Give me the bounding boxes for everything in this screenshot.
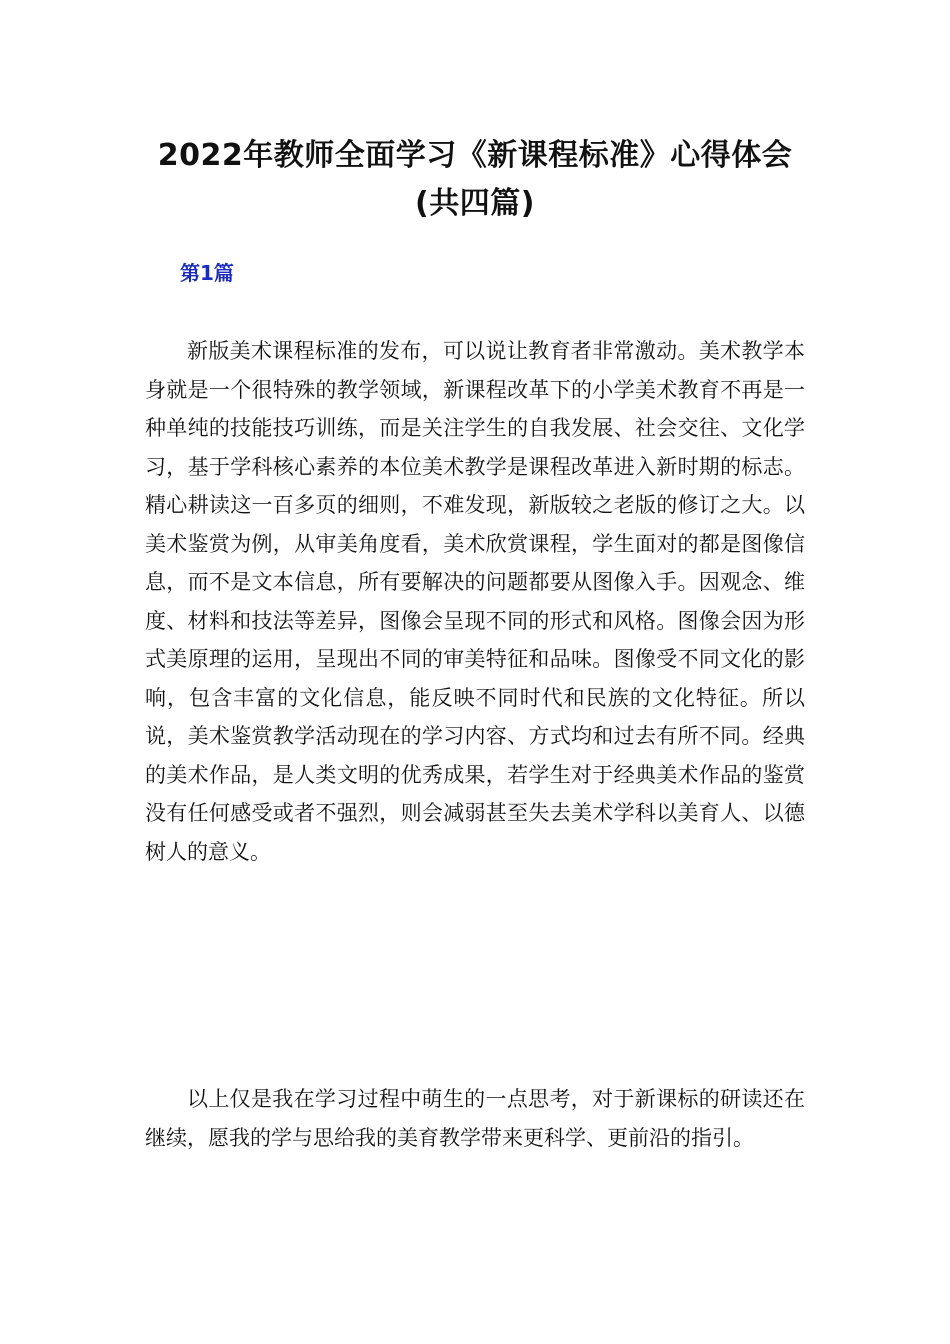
section-heading: 第1篇 (180, 261, 234, 285)
document-title: 2022年教师全面学习《新课程标准》心得体会(共四篇) (157, 138, 793, 221)
paragraph: 新版美术课程标准的发布，可以说让教育者非常激动。美术教学本身就是一个很特殊的教学领域，新课程改革下的小学美术教育不再是一种单纯的技能技巧训练，而是关注学生的自我发展、社会交往、文化学习，基于学科核心素养的本位美术教学是课程改革进入新时期的标志。精心耕读这一百多页的细则，不难发现，新版较之老版的修订之大。以美术鉴赏为例，从审美角度看，美术欣赏课程，学生面对的都是图像信息，而不是文本信息，所有要解决的问题都要从图像入手。因观念、维度、材料和技法等差异，图像会呈现不同的形式和风格。图像会因为形式美原理的运用，呈现出不同的审美特征和品味。图像受不同文化的影响，包含丰富的文化信息，能反映不同时代和民族的文化特征。所以说，美术鉴赏教学活动现在的学习内容、方式均和过去有所不同。经典的美术作品，是人类文明的优秀成果，若学生对于经典美术作品的鉴赏没有任何感受或者不强烈，则会减弱甚至失去美术学科以美育人、以德树人的意义。 (145, 339, 805, 864)
paragraph: 以上仅是我在学习过程中萌生的一点思考，对于新课标的研读还在继续，愿我的学与思给我的美育教学带来更科学、更前沿的指引。 (145, 1087, 805, 1150)
